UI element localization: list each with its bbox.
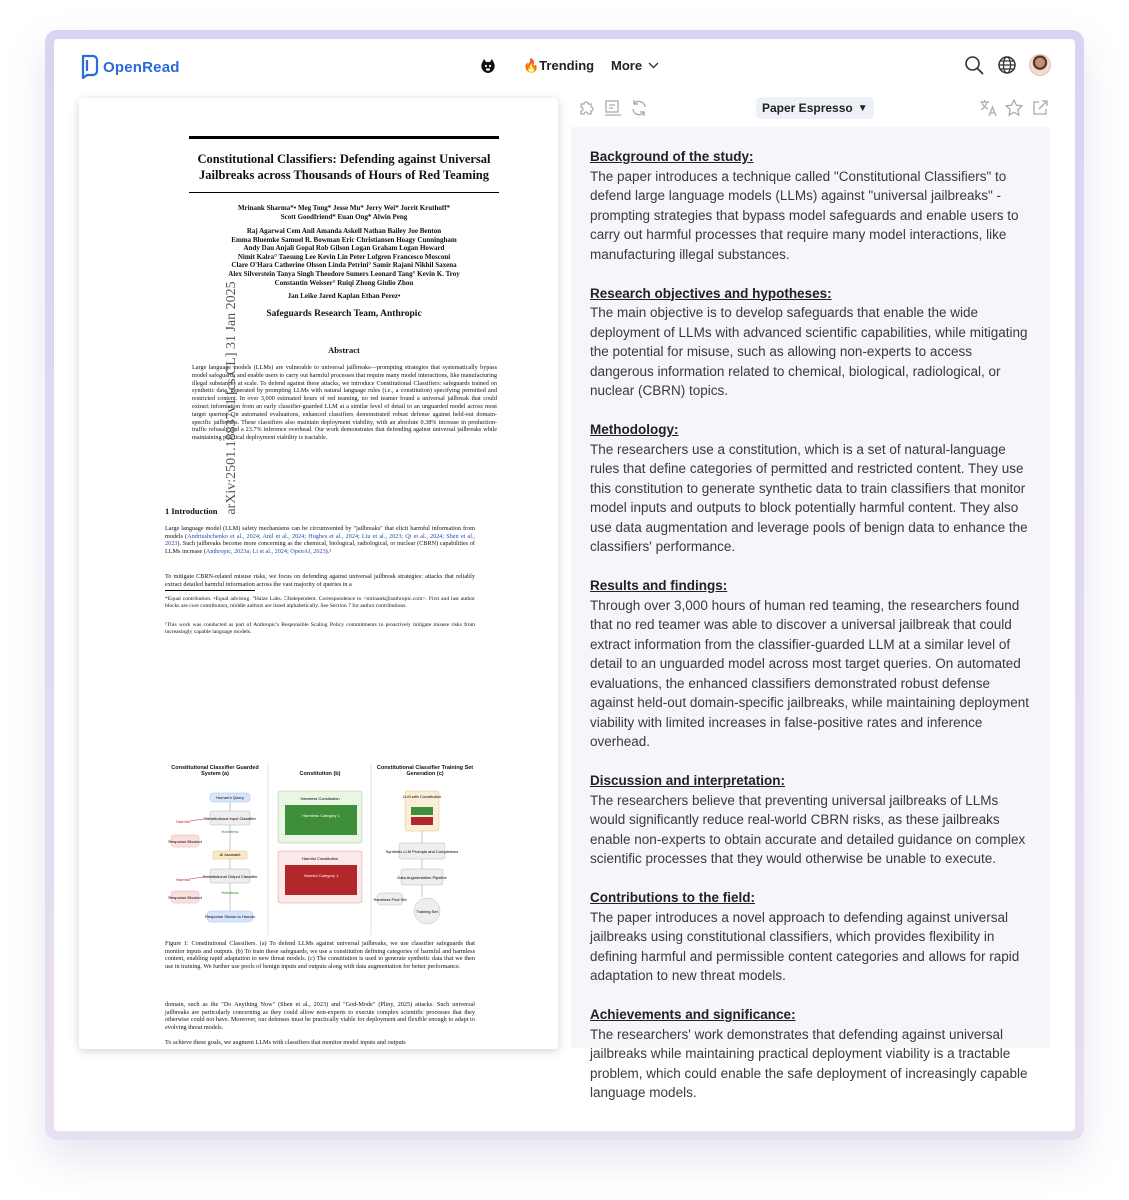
body-paragraph: domain, such as the "Do Anything Now" (Shen et al., 2023) and "God-Mode" (Pliny, 2025) attacks. Such universal jailbreaks are particularly concerning as they could allow non-experts to execute complex scientific processes that they otherwise could not have. Moreover, our defenses must be practically viable for deployment and flexible enough to adapt to evolving threat models. [165,1001,475,1031]
summary-section-title: Contributions to the field: [590,890,755,905]
summary-section [590,1005,1031,1103]
paper-title-line1: Constitutional Classifiers: Defending against Universal [197,152,491,166]
mode-label: Paper Espresso [762,101,853,115]
team-name: Safeguards Research Team, Anthropic [266,309,422,319]
arxiv-stamp: arXiv:2501.18837v1 [cs.CL] 31 Jan 2025 [224,281,239,515]
fig-label: Harmful Category 1 [303,873,339,878]
caret-down-icon: ▼ [857,102,868,114]
summary-section [590,888,1031,986]
fig-label: Harmless [221,829,239,834]
summary-section-body: The researchers believe that preventing universal jailbreaks of LLMs would significantly reduce real-world CBRN risks, as these jailbreaks enable non-experts to obtain accurate and detailed guidance on complex scientific processes that they would otherwise be unable to execute. [590,792,1026,866]
presentation-icon[interactable] [603,98,623,118]
author-row: Alex Silverstein Tanya Singh Theodore Sumers Leonard Tang° Kevin K. Troy [228,269,460,278]
figure-1 [165,763,475,935]
abstract-text: Large language models (LLMs) are vulnerable to universal jailbreaks—prompting strategies that systematically bypass model safeguards and enable users to carry out harmful processes that require many model interactions, like manufacturing illegal substances at scale. To defend against these attacks, we introduce Constitutional Classifiers: safeguards trained on synthetic data, generated by prompting LLMs with natural language rules (i.e., a constitution) specifying permitted and restricted content. In over 3,000 estimated hours of red teaming, no red teamer found a universal jailbreak that could extract information from an early classifier-guarded LLM at a similar level of detail to an unguarded model across most target queries. On automated evaluations, enhanced classifiers demonstrated robust defense against held-out domain-specific jailbreaks. These classifiers also maintain deployment viability, with an absolute 0.38% increase in production-traffic refusals and a 23.7% inference overhead. Our work demonstrates that defending against universal jailbreaks while maintaining practical deployment viability is tractable. [192,364,497,442]
fig-label: Harmful Constitution [301,856,339,861]
author-row: Raj Agarwal Cem Anil Amanda Askell Nathan Bailey Joe Benton [246,227,442,235]
translate-icon[interactable] [978,98,998,118]
summary-section [590,420,1031,557]
logo[interactable] [79,53,180,81]
external-link-icon[interactable] [1030,98,1050,118]
nav-more[interactable] [611,58,659,73]
app-window [54,39,1075,1131]
summary-section-body: The researchers use a constitution, which is a set of natural-language rules that define categories of permitted and restricted content. They use this constitution to generate synthetic data to train classifiers that monitor model inputs and outputs to block potentially harmful content. They also use data augmentation and leverage pools of benign data to enhance the classifiers' performance. [590,441,1028,554]
intro-text: Large language model (LLM) safety mechanisms can be circumvented by "jailbreaks" that elicit harmful information from models ( [165,525,475,540]
summary-section-body: The researchers' work demonstrates that defending against universal jailbreaks while maintaining practical deployment viability is a tractable problem, which could enable the safe deployment of increasingly capable language models. [590,1026,1028,1100]
fig-label: Synthetic LLM Prompts and Completions [385,849,459,854]
abstract-heading: Abstract [328,345,360,355]
intro-paragraph-1 [165,525,475,555]
citation-link[interactable]: Andriushchenko et al., 2024; Anil et al., 2024; Hughes et al., 2024; Liu et al., 2023; Qi et al., 2024; Shen et al., 2023 [165,532,476,548]
summary-section [590,284,1031,401]
intro-text: ). Such jailbreaks become more concerning as the chemical, biological, radiological, or nuclear (CBRN) capabilities of LLMs increase ( [165,540,475,555]
figure-col-a-title: Constitutional Classifier Guarded System (a) [171,765,259,777]
fig-label: LLM with Constitution [402,794,442,799]
fig-label: Constitutional Input Classifier [204,816,256,821]
logo-icon [79,54,99,80]
search-icon[interactable] [964,55,984,75]
author-row: Constantin Weisser° Ruiqi Zhong Giulio Zhou [274,278,414,287]
intro-paragraph-2: To mitigate CBRN-related misuse risks, we focus on defending against universal jailbreak strategies: attacks that reliably extract detailed harmful information across the vast majority of queries in a [165,573,475,588]
chevron-down-icon [648,62,659,69]
figure-diagram [165,763,475,935]
fig-label: Harmless Pool Set [373,897,407,902]
summary-section-body: The main objective is to develop safeguards that enable the wide deployment of LLMs with advanced scientific capabilities, while mitigating the potential for misuse, such as allowing non-experts to access dangerous information related to chemical, biological, radiological, or nuclear (CBRN) topics. [590,305,1028,398]
summary-section-title: Research objectives and hypotheses: [590,285,832,301]
fig-label: Response Shown to Human [205,914,255,919]
mascot-icon[interactable] [479,57,497,75]
fig-label: Human's Query [216,795,244,800]
fig-label: AI Assistant [219,852,241,857]
summary-section-body: Through over 3,000 hours of human red teaming, the researchers found that no red teamer was able to discover a universal jailbreak that could extract information from the classifier-guarded LLM at a similar level of detail to an unguarded model across most target queries. On automated evaluations, the enhanced classifiers demonstrated robust defense against held-out domain-specific jailbreaks, while maintaining deployment viability with limited increases in false-positive rates and inference overhead. [590,597,1029,749]
fig-label: Data Augmentation Pipeline [397,875,447,880]
logo-text: OpenRead [103,58,180,76]
summary-section-title: Methodology: [590,422,679,437]
summary-panel[interactable] [571,127,1050,1100]
avatar[interactable] [1029,54,1051,76]
author-block-1 [174,204,514,221]
author-row: Scott Goodfriend* Euan Ong* Alwin Peng [280,212,408,221]
pdf-viewer[interactable] [79,98,558,1049]
summary-section [590,147,1031,264]
summary-section-body: The paper introduces a novel approach to defending against universal jailbreaks using constitutional classifiers, which provides flexibility in defining harmful and permissible content categories and allows for rapid adaptation to new threat models. [590,909,1020,983]
title-bottom-rule [189,192,499,193]
author-row: Jan Leike Jared Kaplan Ethan Perez• [287,292,401,300]
puzzle-icon[interactable] [577,98,597,118]
nav-trending[interactable]: 🔥Trending [523,58,595,73]
author-row: Emma Bluemke Samuel R. Bowman Eric Christiansen Hoagy Cunningham [231,235,457,244]
citation-link[interactable]: Anthropic, 2023a; Li et al., 2024; OpenAI, 2023 [205,547,326,555]
fig-label: Harmless Category 1 [302,813,340,818]
author-row: Nimit Kalra° Taesung Lee Kevin Lin Peter Lofgren Francesco Mosconi [237,252,451,261]
refresh-icon[interactable] [629,98,649,118]
paper-title [179,151,509,183]
fig-label: Harmful [175,877,191,882]
star-icon[interactable] [1004,98,1024,118]
footnote-1: *Equal contribution. •Equal advising. °Haize Labs. □Independent. Correspondence to <mrinank@anthropic.com>. First and last author blocks are core contributors, middle authors are listed alphabetically. See Section 7 for author contributions. [165,596,475,609]
mode-dropdown[interactable] [756,97,874,119]
globe-icon[interactable] [997,55,1017,75]
nav-more-label: More [611,58,643,73]
summary-section-title: Results and findings: [590,578,728,593]
fig-label: Harmful [175,819,191,824]
author-row: Clare O'Hara Catherine Olsson Linda Petrini° Samir Rajani Nikhil Saxena [231,261,457,270]
fig-label: Response Blocked [168,895,202,900]
intro-text: ).¹ [325,547,332,555]
summary-section-title: Background of the study: [590,149,754,164]
body-paragraph: To achieve these goals, we augment LLMs with classifiers that monitor model inputs and outputs [165,1039,406,1046]
section-heading: 1 Introduction [165,506,218,516]
fig-label: Response Blocked [168,839,202,844]
summary-section-title: Discussion and interpretation: [590,773,786,788]
summary-section [590,576,1031,752]
summary-section [590,771,1031,869]
summary-section-body: The paper introduces a technique called "Constitutional Classifiers" to defend large language models (LLMs) against "universal jailbreaks" - prompting strategies that bypass model safeguards and enable users to carry out harmful processes that require many model interactions, like manufacturing illegal substances. [590,168,1019,262]
title-top-rule [189,136,499,139]
author-row: Mrinank Sharma*• Meg Tong* Jesse Mu* Jerry Wei* Jorrit Kruthoff* [237,204,451,212]
paper-title-line2: Jailbreaks across Thousands of Hours of Red Teaming [199,168,489,182]
summary-section-title: Achievements and significance: [590,1007,796,1022]
author-row: Andy Dau Anjali Gopal Rob Gilson Logan Graham Logan Howard [243,244,445,253]
footnote-2: ¹This work was conducted as part of Anthropic's Responsible Scaling Policy commitments to proactively mitigate misuse risks from increasingly capable language models. [165,622,475,635]
fig-label: Harmless [221,890,239,895]
fig-label: Harmless Constitution [300,796,340,801]
fig-label: Training Set [416,909,438,914]
figure-col-b-title: Constitution (b) [299,771,341,777]
figure-col-c-title: Constitutional Classifier Training Set Generation (c) [376,765,474,777]
footnote-rule [165,590,255,591]
figure-caption: Figure 1: Constitutional Classifiers. (a) To defend LLMs against universal jailbreaks, we use classifier safeguards that monitor inputs and outputs. (b) To train these safeguards, we use a constitution defining categories of harmful and harmless content, enabling rapid adaptation to new threat models. (c) The constitution is used to generate synthetic data that we then use in training. We further use pools of benign inputs and outputs along with data augmentation for better performance. [165,940,475,970]
fig-label: Constitutional Output Classifier [202,874,258,879]
